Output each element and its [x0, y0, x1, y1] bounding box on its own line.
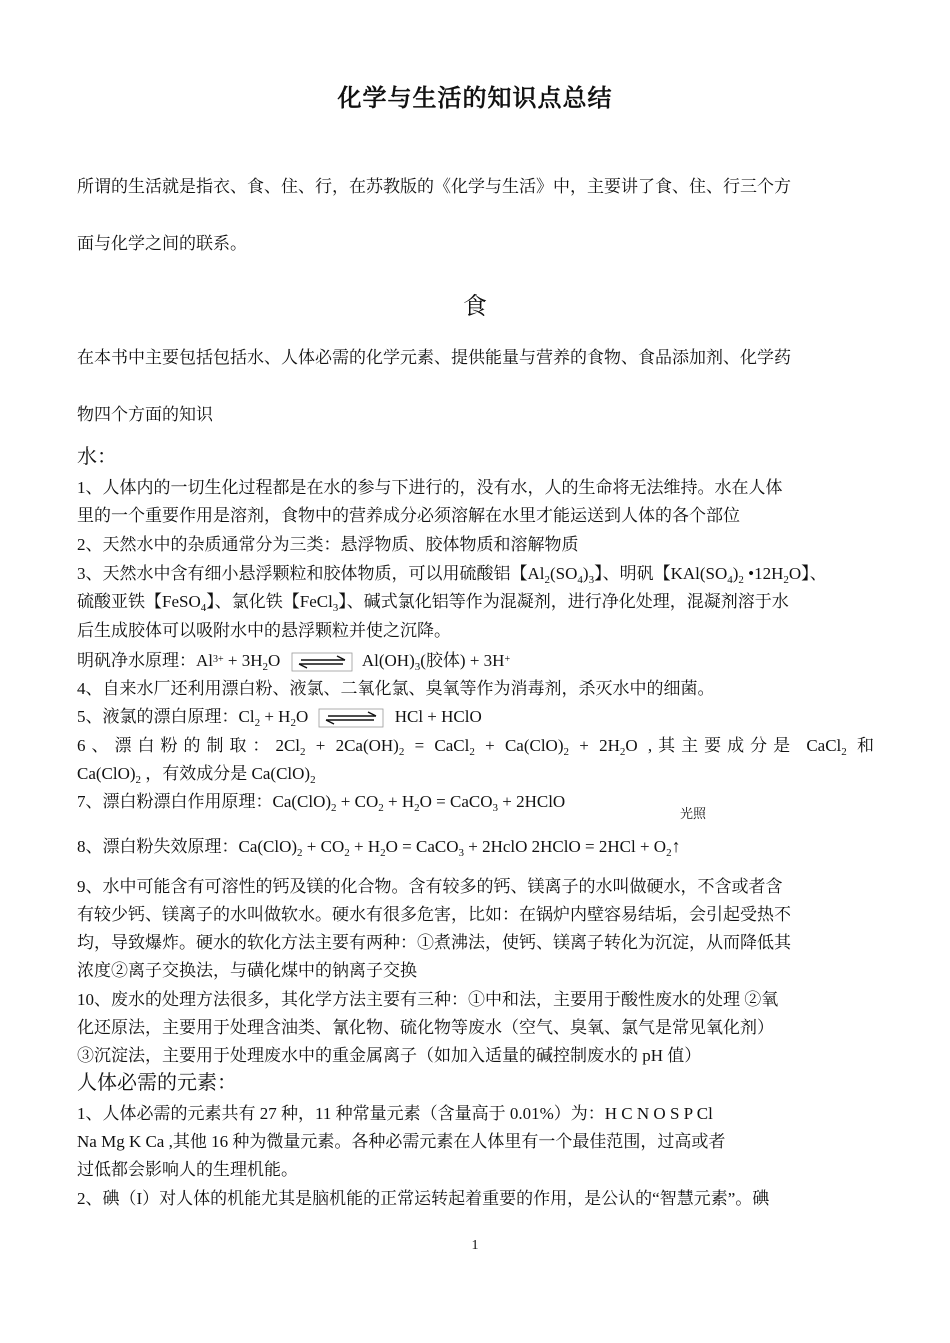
formula-ferric-chloride: 【FeCl$_3$】: [282, 592, 347, 614]
elements-p1-line-1: 1、人体必需的元素共有 27 种，11 种常量元素（含量高于 0.01%）为：H C N O S P Cl: [77, 1104, 713, 1123]
water-p9-line-3: 均，导致爆炸。硬水的软化方法主要有两种：①煮沸法，使钙、镁离子转化为沉淀，从而降低其: [77, 933, 791, 952]
water-p2: 2、天然水中的杂质通常分为三类：悬浮物质、胶体物质和溶解物质: [77, 535, 579, 554]
equilibrium-arrow-icon: [291, 652, 353, 672]
page-title: 化学与生活的知识点总结: [337, 84, 613, 112]
formula-alum: 【$KAl(SO_4)_2$ $•12H_2O$】: [653, 564, 810, 586]
alum-equation: 明矾净水原理：$Al^{3+} + 3H_2O$ $Al(OH)_3$(胶体) + 3H+: [77, 651, 511, 673]
formula-aluminium-sulfate: 【$Al_2(SO_4)_3$】: [510, 564, 603, 586]
water-p3-ferrous-label: 硫酸亚铁: [77, 592, 145, 611]
water-p9-line-1: 9、水中可能含有可溶性的钙及镁的化合物。含有较多的钙、镁离子的水叫做硬水，不含或者含: [77, 877, 783, 896]
gas-up-arrow-icon: ↑: [671, 836, 681, 856]
water-p7: 7、漂白粉漂白作用原理：$Ca(ClO)_2 + CO_2 + H_2O$ = CaCO$_3$ + 2HClO: [77, 792, 566, 814]
page-number: 1: [471, 1238, 479, 1253]
elements-p1-line-2: Na Mg K Ca ,其他 16 种为微量元素。各种必需元素在人体里有一个最佳范围，过高或者: [77, 1132, 726, 1151]
water-heading: 水：: [77, 446, 117, 468]
equilibrium-arrow-icon: [318, 708, 384, 728]
water-p3-prefix: 3、天然水中含有细小悬浮颗粒和胶体物质，可以用硫酸铝: [77, 564, 511, 583]
p7-label: 7、漂白粉漂白作用原理：: [77, 792, 273, 811]
intro-line-2: 面与化学之间的联系。: [77, 234, 247, 254]
light-condition-label: 光照: [680, 806, 707, 821]
p6-label: 6、漂白粉的制取：: [77, 736, 276, 755]
food-intro-line-1: 在本书中主要包括包括水、人体必需的化学元素、提供能量与营养的食物、食品添加剂、化学药: [77, 348, 791, 368]
p6-l2-mid: ，有效成分是: [145, 764, 248, 783]
elements-p2-line-1: 2、碘（I）对人体的机能尤其是脑机能的正常运转起着重要的作用，是公认的“智慧元素”。碘: [77, 1189, 770, 1208]
water-p9-line-4: 浓度②离子交换法，与磺化煤中的钠离子交换: [77, 961, 417, 980]
water-p10-line-1: 10、废水的处理方法很多，其化学方法主要有三种：①中和法，主要用于酸性废水的处理 ②氧: [77, 990, 779, 1009]
colloid-label: (胶体): [420, 651, 466, 670]
p8-label: 8、漂白粉失效原理：: [77, 837, 239, 856]
food-intro-line-2: 物四个方面的知识: [77, 405, 213, 425]
formula-ferrous-sulfate: 【FeSO$_4$】: [145, 592, 215, 614]
water-p3-line-1: 3、天然水中含有细小悬浮颗粒和胶体物质，可以用硫酸铝【$Al_2(SO_4)_3$】、明矾【$KAl(SO_4)_2$ $•12H_2O$】、: [77, 564, 827, 586]
chlorine-equation: 5、液氯的漂白原理：$Cl_2 + H_2O$ HCl + HClO: [77, 707, 482, 729]
water-p3-suffix: 、碱式氯化铝等作为混凝剂，进行净化处理，混凝剂溶于水: [346, 592, 789, 611]
water-p3-line-3: 后生成胶体可以吸附水中的悬浮颗粒并使之沉降。: [77, 621, 451, 640]
water-p3-line-2: 硫酸亚铁【FeSO$_4$】、氯化铁【FeCl$_3$】、碱式氯化铝等作为混凝剂，进行净化处理，混凝剂溶于水: [77, 592, 789, 614]
water-p6-line-2: $Ca(ClO)_2$ ，有效成分是 $Ca(ClO)_2$: [77, 764, 316, 786]
alum-label: 明矾净水原理：: [77, 651, 196, 670]
water-p4: 4、自来水厂还利用漂白粉、液氯、二氧化氯、臭氧等作为消毒剂，杀灭水中的细菌。: [77, 679, 715, 698]
water-p1-line-2: 里的一个重要作用是溶剂，食物中的营养成分必须溶解在水里才能运送到人体的各个部位: [77, 506, 740, 525]
water-p9-line-2: 有较少钙、镁离子的水叫做软水。硬水有很多危害，比如：在锅炉内壁容易结垢，会引起受热不: [77, 905, 791, 924]
food-heading: 食: [463, 294, 487, 320]
water-p10-line-3: ③沉淀法，主要用于处理废水中的重金属离子（如加入适量的碱控制废水的 pH 值）: [77, 1046, 702, 1065]
sep: 、明矾: [602, 564, 654, 583]
water-p8: 8、漂白粉失效原理：$Ca(ClO)_2 + CO_2 + H_2O$ = CaCO$_3$ + 2HclO 2HClO = $2HCl + O_2↑$: [77, 836, 681, 859]
water-p6-line-1: 6、漂白粉的制取：$2Cl_2 + 2Ca(OH)_2$ = CaCl$_2$ + $Ca(ClO)_2 + 2H_2O$ ,其主要成分是 CaCl$_2$ 和: [77, 736, 875, 758]
p5-label: 5、液氯的漂白原理：: [77, 707, 239, 726]
p6-mid: 其主要成分是: [652, 736, 797, 755]
intro-line-1: 所谓的生活就是指衣、食、住、行，在苏教版的《化学与生活》中，主要讲了食、住、行三个方: [77, 177, 791, 197]
p6-and: 和: [857, 736, 875, 755]
water-p1-line-1: 1、人体内的一切生化过程都是在水的参与下进行的，没有水，人的生命将无法维持。水在人体: [77, 478, 783, 497]
elements-p1-line-3: 过低都会影响人的生理机能。: [77, 1160, 298, 1179]
elements-heading: 人体必需的元素：: [77, 1072, 237, 1094]
water-p10-line-2: 化还原法，主要用于处理含油类、氰化物、硫化物等废水（空气、臭氧、氯气是常见氧化剂）: [77, 1018, 774, 1037]
